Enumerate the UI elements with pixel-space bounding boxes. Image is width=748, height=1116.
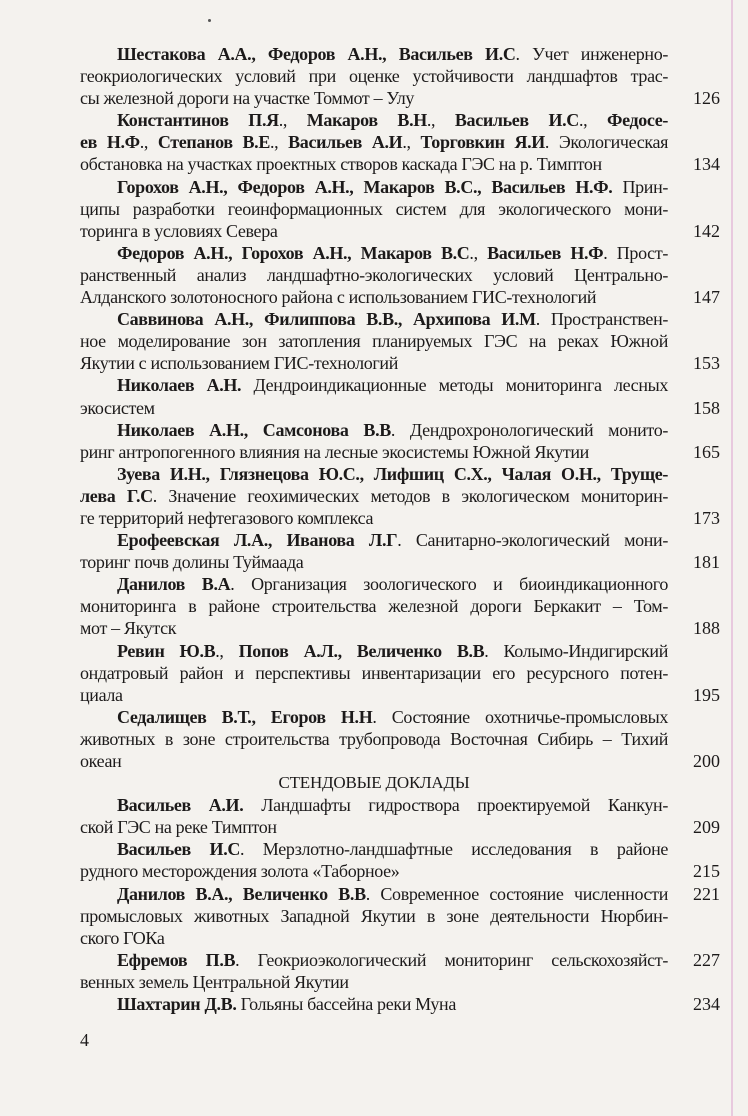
entry-authors: Данилов В.А xyxy=(117,574,231,595)
entry-title: Дендроиндикационные методы мониторинга лесных xyxy=(241,375,668,396)
entry-text xyxy=(80,374,668,418)
entry-line xyxy=(80,87,668,109)
entry-text xyxy=(80,419,668,463)
entry-line xyxy=(80,794,668,816)
entry-authors: Горохов А.Н., Федоров А.Н., Макаров В.С., Васильев Н.Ф. xyxy=(117,176,613,197)
entry-title: ., xyxy=(402,132,421,153)
toc-entry[interactable] xyxy=(80,529,720,573)
entry-line xyxy=(80,860,668,882)
toc-entry[interactable] xyxy=(80,176,720,242)
entry-title: ского ГОКа xyxy=(80,927,165,948)
entry-title: . Состояние охотничье-промысловых xyxy=(372,706,668,727)
entry-title: ., xyxy=(426,110,455,131)
entry-line xyxy=(80,330,668,352)
entry-title: . Учет инженерно- xyxy=(515,44,668,64)
entry-authors: Ерофеевская Л.А., Иванова Л.Г xyxy=(117,530,398,551)
toc-entry[interactable] xyxy=(80,838,720,882)
entry-title: . Дендрохронологический монито- xyxy=(390,419,668,440)
entry-title: Гольяны бассейна реки Муна xyxy=(236,994,456,1015)
entry-authors: Васильев И.С xyxy=(117,839,240,860)
entry-title: . Экологическая xyxy=(544,132,669,153)
entry-line xyxy=(80,816,668,838)
toc-entry[interactable] xyxy=(80,109,720,175)
section-heading: СТЕНДОВЫЕ ДОКЛАДЫ xyxy=(278,773,470,793)
entry-title: геокриологических условий при оценке устойчивости ландшафтов трас- xyxy=(80,66,668,87)
toc-entry[interactable] xyxy=(80,794,720,838)
entry-line xyxy=(80,242,668,264)
entry-line xyxy=(80,131,668,153)
entry-title: Якутии с использованием ГИС-технологий xyxy=(80,353,398,374)
entry-title: . Организация зоологического и биоиндикационного xyxy=(230,574,669,595)
entry-page-number: 165 xyxy=(693,441,720,462)
entry-title: промысловых животных Западной Якутии в зоне деятельности Нюрбин- xyxy=(80,905,668,926)
entry-line xyxy=(80,374,668,396)
toc-entry[interactable] xyxy=(80,573,720,639)
toc-entry[interactable] xyxy=(80,374,720,418)
entry-title: ципы разработки геоинформационных систем для экологического мони- xyxy=(80,198,668,219)
entry-title: ., xyxy=(278,110,307,131)
entry-title: океан xyxy=(80,751,122,771)
entry-title: . Значение геохимических методов в экологическом мониторин- xyxy=(152,485,668,506)
entry-text xyxy=(80,109,668,175)
entry-page-number: 221 xyxy=(693,883,720,904)
entry-text xyxy=(80,529,668,573)
toc-entry[interactable] xyxy=(80,463,720,529)
entry-authors: Шахтарин Д.В. xyxy=(117,994,237,1015)
entry-authors: Степанов В.Е xyxy=(157,132,270,153)
entry-title: торинг почв долины Туймаада xyxy=(80,552,304,573)
entry-title: Прин- xyxy=(612,176,668,197)
entry-page-number: 209 xyxy=(693,817,720,838)
entry-line xyxy=(80,43,668,65)
entry-text xyxy=(80,176,668,242)
toc-entry[interactable] xyxy=(80,419,720,463)
entry-line xyxy=(80,153,668,175)
entry-title: . Пространствен- xyxy=(535,309,668,330)
entry-title: сы железной дороги на участке Томмот – Улу xyxy=(80,88,415,109)
entry-text xyxy=(80,794,668,838)
entry-text xyxy=(80,308,668,374)
toc-entry[interactable] xyxy=(80,706,720,772)
entry-authors: Макаров В.Н xyxy=(306,110,427,131)
entry-line xyxy=(80,883,668,905)
entry-page-number: 188 xyxy=(693,618,720,639)
entry-page-number: 181 xyxy=(693,552,720,573)
entry-authors: Попов А.Л., Величенко В.В xyxy=(238,640,485,661)
entry-page-number: 234 xyxy=(693,994,720,1015)
entry-line xyxy=(80,176,668,198)
entry-title: животных в зоне строительства трубопровода Восточная Сибирь – Тихий xyxy=(80,728,668,749)
entry-page-number: 142 xyxy=(693,220,720,241)
entry-authors: Васильев И.С xyxy=(454,110,579,131)
entry-title: рудного месторождения золота «Таборное» xyxy=(80,861,400,882)
entry-title: . Прост- xyxy=(603,242,668,263)
entry-line xyxy=(80,286,668,308)
entry-title: ., xyxy=(469,242,488,263)
toc-entry[interactable] xyxy=(80,308,720,374)
entry-line xyxy=(80,352,668,374)
entry-text xyxy=(80,706,668,772)
entry-title: торинга в условиях Севера xyxy=(80,220,278,241)
entry-text xyxy=(80,573,668,639)
entry-title: ., xyxy=(139,132,158,153)
entry-line xyxy=(80,308,668,330)
entry-line xyxy=(80,551,668,573)
entry-authors: Ефремов П.В xyxy=(117,949,236,970)
entry-title: ранственный анализ ландшафтно-экологических условий Центрально- xyxy=(80,264,668,285)
entry-title: обстановка на участках проектных створов каскада ГЭС на р. Тимптон xyxy=(80,154,602,175)
entry-line xyxy=(80,507,668,529)
entry-text xyxy=(80,838,668,882)
entry-title: ., xyxy=(215,640,239,661)
entry-page-number: 147 xyxy=(693,287,720,308)
entry-line xyxy=(80,617,668,639)
entry-text xyxy=(80,463,668,529)
entry-authors: Зуева И.Н., Глязнецова Ю.С., Лифшиц С.Х., Чалая О.Н., Труще- xyxy=(117,463,668,484)
entry-title: ской ГЭС на реке Тимптон xyxy=(80,817,277,838)
entry-authors: Ревин Ю.В xyxy=(117,640,216,661)
scan-speck xyxy=(208,19,211,22)
entry-text xyxy=(80,640,668,706)
entry-line xyxy=(80,573,668,595)
entry-authors: Федосе- xyxy=(606,110,669,131)
entry-line xyxy=(80,684,668,706)
entry-authors: Шестакова А.А., Федоров А.Н., Васильев И.С xyxy=(117,44,516,64)
entry-line xyxy=(80,927,668,949)
entry-line xyxy=(80,706,668,728)
entry-page-number: 195 xyxy=(693,684,720,705)
entry-text xyxy=(80,43,668,109)
page-number: 4 xyxy=(80,1030,89,1050)
entry-page-number: 200 xyxy=(693,751,720,771)
entry-title: циала xyxy=(80,684,123,705)
entry-line xyxy=(80,419,668,441)
entry-line xyxy=(80,595,668,617)
entry-line xyxy=(80,529,668,551)
entry-authors: Данилов В.А., Величенко В.В xyxy=(117,883,366,904)
entry-line xyxy=(80,463,668,485)
entry-title: ., xyxy=(578,110,607,131)
entry-title: экосистем xyxy=(80,397,155,418)
scan-margin-line xyxy=(731,0,733,1116)
entry-line xyxy=(80,905,668,927)
entry-authors: Константинов П.Я xyxy=(117,110,279,131)
entry-title: . Колымо-Индигирский xyxy=(484,640,668,661)
entry-page-number: 173 xyxy=(693,507,720,528)
entry-line xyxy=(80,441,668,463)
entry-authors: Седалищев В.Т., Егоров Н.Н xyxy=(117,706,373,727)
entry-line xyxy=(80,750,668,772)
entry-authors: Васильев А.И. xyxy=(117,795,244,816)
entry-authors: ев Н.Ф xyxy=(80,132,140,153)
entry-line xyxy=(80,662,668,684)
entry-title: ное моделирование зон затопления планируемых ГЭС на реках Южной xyxy=(80,331,668,352)
entry-authors: Федоров А.Н., Горохов А.Н., Макаров В.С xyxy=(117,242,470,263)
entry-line xyxy=(80,838,668,860)
entry-authors: лева Г.С xyxy=(80,485,153,506)
entry-title: . Санитарно-экологический мони- xyxy=(397,530,668,551)
entry-line xyxy=(80,264,668,286)
entry-page-number: 126 xyxy=(693,88,720,109)
entry-page-number: 227 xyxy=(693,949,720,970)
entry-authors: Торговкин Я.И xyxy=(420,132,545,153)
toc-entry[interactable] xyxy=(80,242,720,308)
entry-title: . Геокриоэкологический мониторинг сельскохозяйст- xyxy=(235,949,668,970)
entry-text xyxy=(80,242,668,308)
entry-text xyxy=(80,883,668,949)
entry-title: . Современное состояние численности xyxy=(365,883,668,904)
entry-line xyxy=(80,198,668,220)
toc-entry[interactable] xyxy=(80,993,720,1015)
entry-page-number: 215 xyxy=(693,861,720,882)
toc-entry[interactable] xyxy=(80,640,720,706)
entry-line xyxy=(80,397,668,419)
entry-line xyxy=(80,949,668,971)
entry-line xyxy=(80,728,668,750)
table-of-contents xyxy=(80,43,720,1015)
entry-line xyxy=(80,993,668,1015)
entry-page-number: 158 xyxy=(693,397,720,418)
toc-entry[interactable] xyxy=(80,949,720,993)
entry-page-number: 153 xyxy=(693,353,720,374)
entry-line xyxy=(80,640,668,662)
entry-title: Алданского золотоносного района с использованием ГИС-технологий xyxy=(80,287,597,308)
entry-text xyxy=(80,949,668,993)
entry-authors: Николаев А.Н. xyxy=(117,375,242,396)
entry-line xyxy=(80,220,668,242)
entry-title: ., xyxy=(270,132,289,153)
entry-authors: Васильев Н.Ф xyxy=(487,242,604,263)
entry-page-number: 134 xyxy=(693,154,720,175)
toc-entry[interactable] xyxy=(80,43,720,109)
entry-authors: Васильев А.И xyxy=(288,132,403,153)
entry-line xyxy=(80,109,668,131)
entry-line xyxy=(80,485,668,507)
entry-title: Ландшафты гидроствора проектируемой Канкун- xyxy=(243,795,668,816)
entry-title: венных земель Центральной Якутии xyxy=(80,971,349,992)
toc-entry[interactable] xyxy=(80,883,720,949)
entry-title: мониторинга в районе строительства железной дороги Беркакит – Том- xyxy=(80,596,668,617)
entry-line xyxy=(80,971,668,993)
entry-title: ринг антропогенного влияния на лесные экосистемы Южной Якутии xyxy=(80,441,589,462)
entry-text xyxy=(80,993,668,1015)
entry-authors: Саввинова А.Н., Филиппова В.В., Архипова И.М xyxy=(117,309,536,330)
entry-authors: Николаев А.Н., Самсонова В.В xyxy=(117,419,391,440)
entry-title: ондатровый район и перспективы инвентаризации его ресурсного потен- xyxy=(80,662,668,683)
entry-title: ге территорий нефтегазового комплекса xyxy=(80,507,374,528)
entry-title: мот – Якутск xyxy=(80,618,177,639)
entry-line xyxy=(80,65,668,87)
entry-title: . Мерзлотно-ландшафтные исследования в районе xyxy=(240,839,668,860)
